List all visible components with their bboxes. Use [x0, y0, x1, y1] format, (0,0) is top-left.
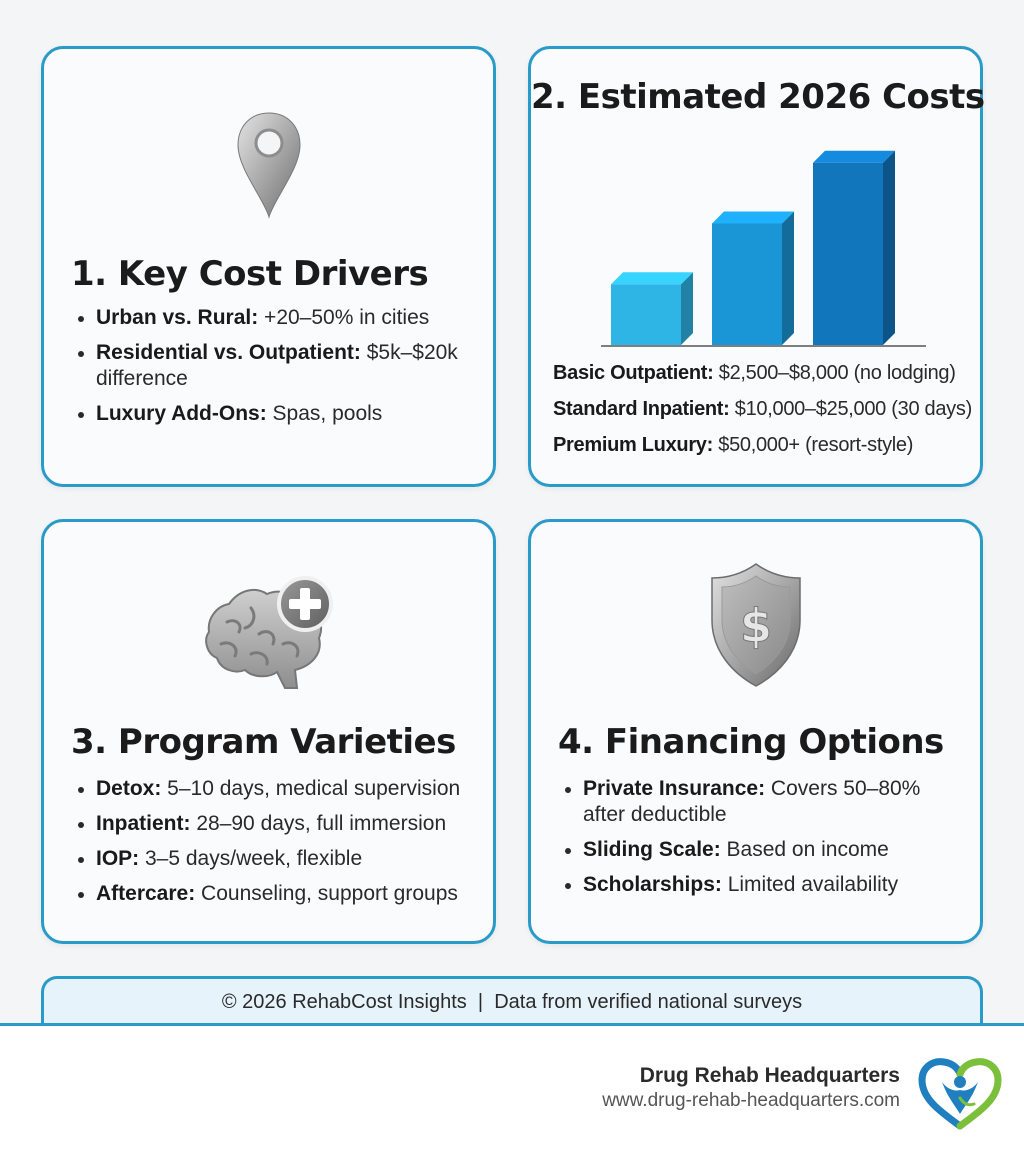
card-title: 2. Estimated 2026 Costs [531, 77, 985, 117]
bar-side [782, 211, 794, 345]
card-key-cost-drivers [41, 46, 496, 487]
card-program-varieties [41, 519, 496, 944]
bar-basic-outpatient [611, 272, 693, 345]
bar-top [611, 272, 693, 284]
list-item: Standard Inpatient: $10,000–$25,000 (30 days) [553, 398, 972, 420]
card-estimated-costs [528, 46, 983, 487]
list-item: Aftercare: Counseling, support groups [74, 881, 473, 907]
list-item: Detox: 5–10 days, medical supervision [74, 776, 473, 802]
location-pin-icon [234, 109, 304, 219]
list-item: Basic Outpatient: $2,500–$8,000 (no lodging) [553, 362, 956, 384]
footer-text: © 2026 RehabCost Insights | Data from verified national surveys [221, 990, 803, 1013]
card-title: 3. Program Varieties [71, 722, 456, 762]
card-title: 1. Key Cost Drivers [71, 254, 429, 294]
brand-url: www.drug-rehab-headquarters.com [602, 1090, 900, 1111]
card-title: 4. Financing Options [558, 722, 944, 762]
list-item: Premium Luxury: $50,000+ (resort-style) [553, 434, 914, 456]
brain-plus-icon [199, 574, 339, 694]
heart-figure-logo-icon [918, 1058, 1002, 1130]
dollar-shield-icon [706, 560, 806, 690]
list-item: IOP: 3–5 days/week, flexible [74, 846, 473, 872]
brand-name: Drug Rehab Headquarters [639, 1064, 900, 1087]
bar-side [681, 272, 693, 345]
bar-side [883, 151, 895, 345]
bar-front [813, 163, 883, 345]
list-item: Residential vs. Outpatient: $5k–$20k difference [74, 340, 473, 392]
list-item: Urban vs. Rural: +20–50% in cities [74, 305, 473, 331]
list-item: Scholarships: Limited availability [561, 872, 960, 898]
bar-standard-inpatient [712, 211, 794, 345]
bar-front [611, 284, 681, 345]
list-item: Sliding Scale: Based on income [561, 837, 960, 863]
list-item: Private Insurance: Covers 50–80% after deductible [561, 776, 960, 828]
financing-options-list [561, 776, 960, 907]
card-financing-options [528, 519, 983, 944]
program-varieties-list [74, 776, 473, 916]
list-item: Luxury Add-Ons: Spas, pools [74, 401, 473, 427]
list-item: Inpatient: 28–90 days, full immersion [74, 811, 473, 837]
svg-text:$: $ [739, 599, 772, 653]
bar-top [712, 211, 794, 223]
bar-top [813, 151, 895, 163]
bar-premium-luxury [813, 151, 895, 345]
cost-bar-chart [591, 129, 931, 351]
source-footer [41, 976, 983, 1025]
cost-tier-list [553, 360, 970, 468]
cost-drivers-list [74, 305, 473, 436]
bar-front [712, 223, 782, 345]
